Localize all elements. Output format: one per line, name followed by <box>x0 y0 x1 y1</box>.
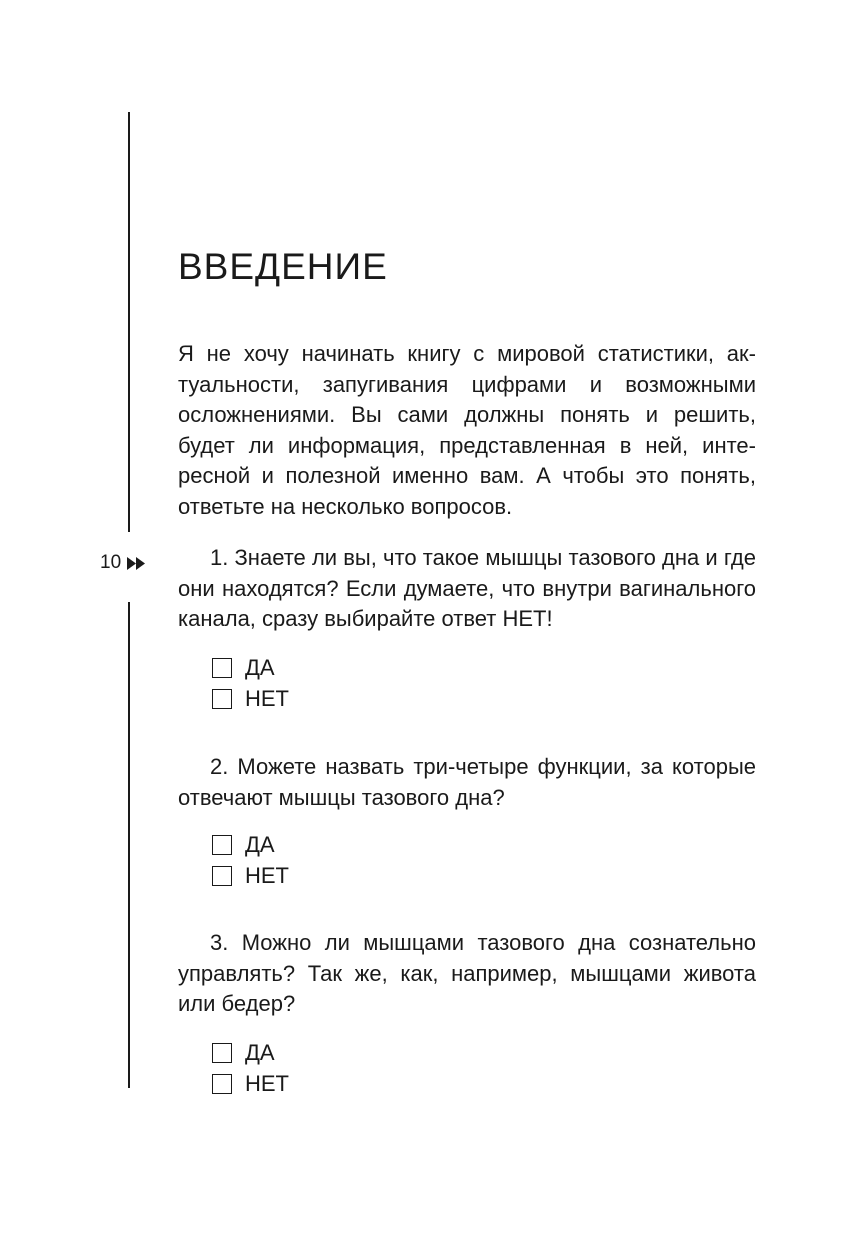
margin-rule-bottom <box>128 602 130 1088</box>
question-1: 1. Знаете ли вы, что такое мышцы тазового дна и где они находятся? Если думаете, что внутри вагинального канала, сразу выбирайте ответ НЕТ! <box>178 545 756 631</box>
question-2-options <box>212 829 289 891</box>
page-number-marker <box>100 552 146 574</box>
option-no[interactable] <box>212 860 289 891</box>
chapter-title: ВВЕДЕНИЕ <box>178 246 388 287</box>
option-label: НЕТ <box>245 685 289 711</box>
option-label: ДА <box>245 831 275 857</box>
option-yes[interactable] <box>212 829 289 860</box>
option-label: НЕТ <box>245 1070 289 1096</box>
question-3-options <box>212 1037 289 1099</box>
option-yes[interactable] <box>212 1037 289 1068</box>
checkbox[interactable] <box>212 1043 232 1063</box>
checkbox[interactable] <box>212 1074 232 1094</box>
checkbox[interactable] <box>212 689 232 709</box>
option-no[interactable] <box>212 683 289 714</box>
option-label: НЕТ <box>245 862 289 888</box>
question-1-options <box>212 652 289 714</box>
option-yes[interactable] <box>212 652 289 683</box>
option-no[interactable] <box>212 1068 289 1099</box>
option-label: ДА <box>245 1039 275 1065</box>
question-2: 2. Можете назвать три-четыре функции, за которые отвечают мышцы тазового дна? <box>178 754 756 810</box>
margin-rule-top <box>128 112 130 532</box>
double-right-triangle-icon <box>127 557 146 570</box>
checkbox[interactable] <box>212 866 232 886</box>
option-label: ДА <box>245 654 275 680</box>
checkbox[interactable] <box>212 835 232 855</box>
checkbox[interactable] <box>212 658 232 678</box>
intro-paragraph: Я не хочу начинать книгу с мировой статистики, актуальности, запугивания цифрами и возможными осложнениями. Вы сами должны понять и решить, будет ли информация, представленная в ней, интересной и полезной именно вам. А чтобы это понять, ответьте на несколько вопросов. <box>178 341 756 519</box>
page-number: 10 <box>100 552 122 573</box>
question-3: 3. Можно ли мышцами тазового дна сознательно управлять? Так же, как, например, мышцами живота или бедер? <box>178 930 756 1016</box>
